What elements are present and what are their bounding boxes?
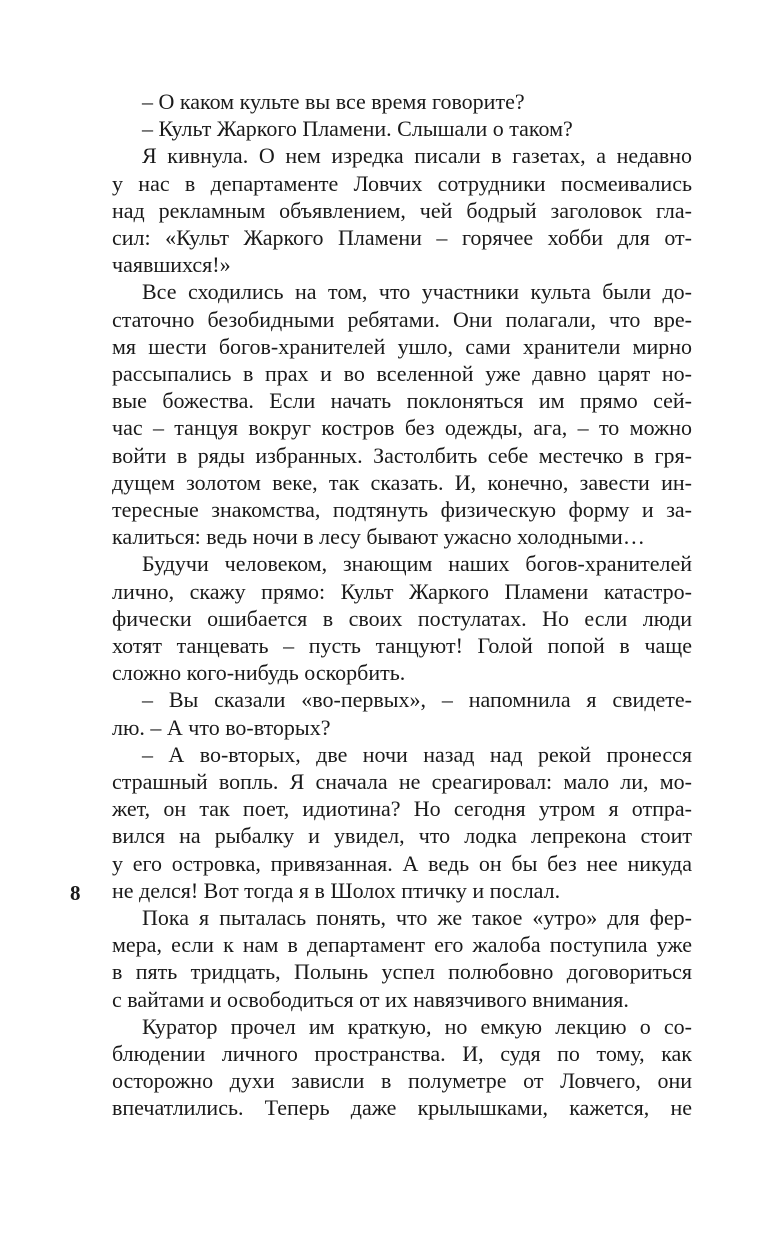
text-line: в пять тридцать, Полынь успел полюбовно договориться [112, 959, 692, 984]
text-line: мя шести богов-хранителей ушло, сами хранители мирно [112, 334, 692, 359]
text-line: час – танцуя вокруг костров без одежды, ага, – то можно [112, 415, 692, 440]
text-line: осторожно духи зависли в полуметре от Ловчего, они [112, 1068, 692, 1093]
text-line: Я кивнула. О нем изредка писали в газетах, а недавно [142, 143, 692, 168]
text-line: вые божества. Если начать поклоняться им прямо сей- [112, 388, 692, 413]
page-number: 8 [70, 881, 81, 905]
text-line: – А во-вторых, две ночи назад над рекой пронесся [142, 742, 692, 767]
text-line: с вайтами и освободиться от их навязчивого внимания. [112, 987, 629, 1012]
text-line: у его островка, привязанная. А ведь он бы без нее никуда [112, 851, 692, 876]
text-line: впечатлились. Теперь даже крылышками, кажется, не [112, 1095, 692, 1120]
text-line: – Культ Жаркого Пламени. Слышали о таком? [142, 116, 573, 141]
text-line: хотят танцевать – пусть танцуют! Голой попой в чаще [112, 633, 692, 658]
text-line: калиться: ведь ночи в лесу бывают ужасно холодными… [112, 524, 645, 549]
text-line: Пока я пыталась понять, что же такое «утро» для фер- [142, 905, 692, 930]
text-line: мера, если к нам в департамент его жалоба поступила уже [112, 932, 692, 957]
text-line: дущем золотом веке, так сказать. И, конечно, завести ин- [112, 470, 692, 495]
text-line: лю. – А что во-вторых? [112, 715, 331, 740]
text-line: Куратор прочел им краткую, но емкую лекцию о со- [142, 1014, 692, 1039]
text-line: статочно безобидными ребятами. Они полагали, что вре- [112, 307, 692, 332]
text-line: – О каком культе вы все время говорите? [142, 89, 525, 114]
text-line: сложно кого-нибудь оскорбить. [112, 660, 406, 685]
text-line: Все сходились на том, что участники культа были до- [142, 279, 692, 304]
text-line: вился на рыбалку и увидел, что лодка лепрекона стоит [112, 823, 692, 848]
text-line: войти в ряды избранных. Застолбить себе местечко в гря- [112, 443, 692, 468]
text-line: Будучи человеком, знающим наших богов-хранителей [142, 551, 692, 576]
text-line: – Вы сказали «во-первых», – напомнила я свидете- [142, 687, 692, 712]
text-line: лично, скажу прямо: Культ Жаркого Пламени катастро- [112, 579, 692, 604]
text-line: над рекламным объявлением, чей бодрый заголовок гла- [112, 198, 692, 223]
text-line: у нас в департаменте Ловчих сотрудники посмеивались [112, 171, 692, 196]
text-line: не делся! Вот тогда я в Шолох птичку и послал. [112, 878, 561, 903]
text-line: фически ошибается в своих постулатах. Но если люди [112, 606, 692, 631]
text-line: сил: «Культ Жаркого Пламени – горячее хобби для от- [112, 225, 692, 250]
text-line: тересные знакомства, подтянуть физическую форму и за- [112, 497, 692, 522]
text-line: жет, он так поет, идиотина? Но сегодня утром я отпра- [112, 796, 692, 821]
text-line: страшный вопль. Я сначала не среагировал: мало ли, мо- [112, 769, 692, 794]
text-line: чаявшихся!» [112, 252, 231, 277]
text-line: блюдении личного пространства. И, судя по тому, как [112, 1041, 692, 1066]
text-line: рассыпались в прах и во вселенной уже давно царят но- [112, 361, 692, 386]
